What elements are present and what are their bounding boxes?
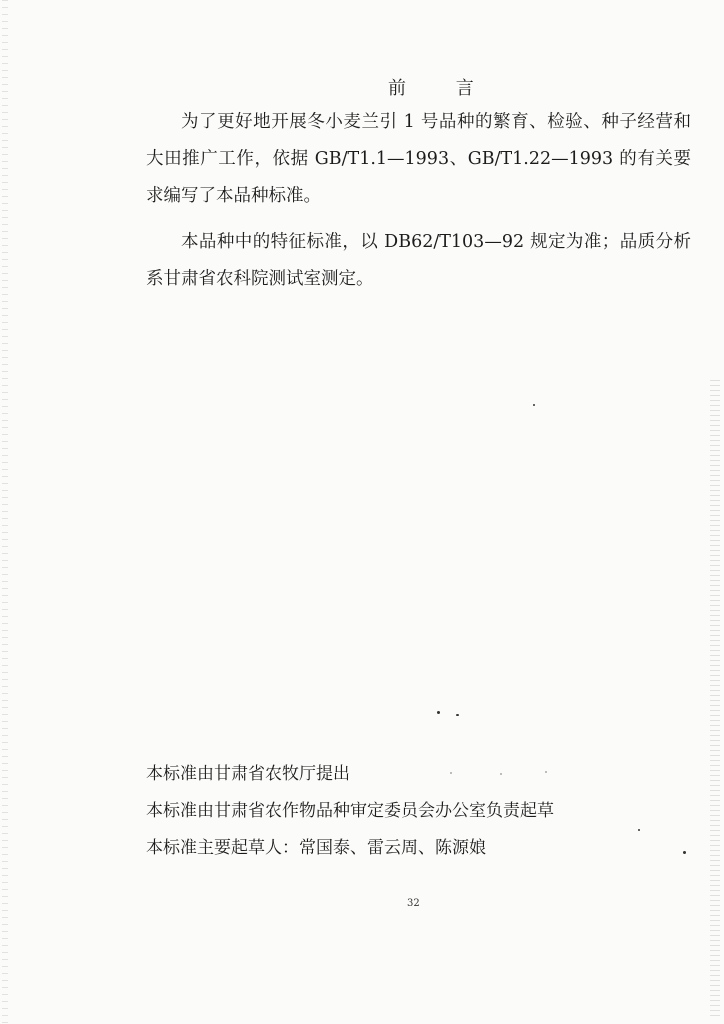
scan-edge-right — [710, 380, 720, 1020]
page-number: 32 — [407, 898, 420, 909]
scan-speck — [456, 714, 459, 716]
scan-speck — [683, 851, 686, 854]
paragraph-intro: 为了更好地开展冬小麦兰引 1 号品种的繁育、检验、种子经营和大田推广工作，依据 GB/T1.1—1993、GB/T1.22—1993 的有关要求编写了本品种标准。 — [146, 112, 691, 206]
scan-speck — [450, 772, 452, 774]
drafters-line: 本标准主要起草人：常国泰、雷云周、陈源娘 — [146, 838, 486, 858]
scan-edge-left — [2, 0, 8, 1024]
scan-speck — [437, 711, 440, 714]
section-heading: 前 言 — [388, 78, 496, 99]
scan-speck — [545, 771, 547, 773]
scan-speck — [638, 829, 640, 831]
drafting-info — [146, 756, 554, 867]
scan-speck — [533, 404, 535, 406]
scan-speck — [500, 773, 502, 775]
paragraph-standard-basis: 本品种中的特征标准，以 DB62/T103—92 规定为准；品质分析系甘肃省农科院测试室测定。 — [146, 232, 691, 289]
drafting-office-line: 本标准由甘肃省农作物品种审定委员会办公室负责起草 — [146, 801, 554, 821]
proposer-line: 本标准由甘肃省农牧厅提出 — [146, 764, 350, 784]
